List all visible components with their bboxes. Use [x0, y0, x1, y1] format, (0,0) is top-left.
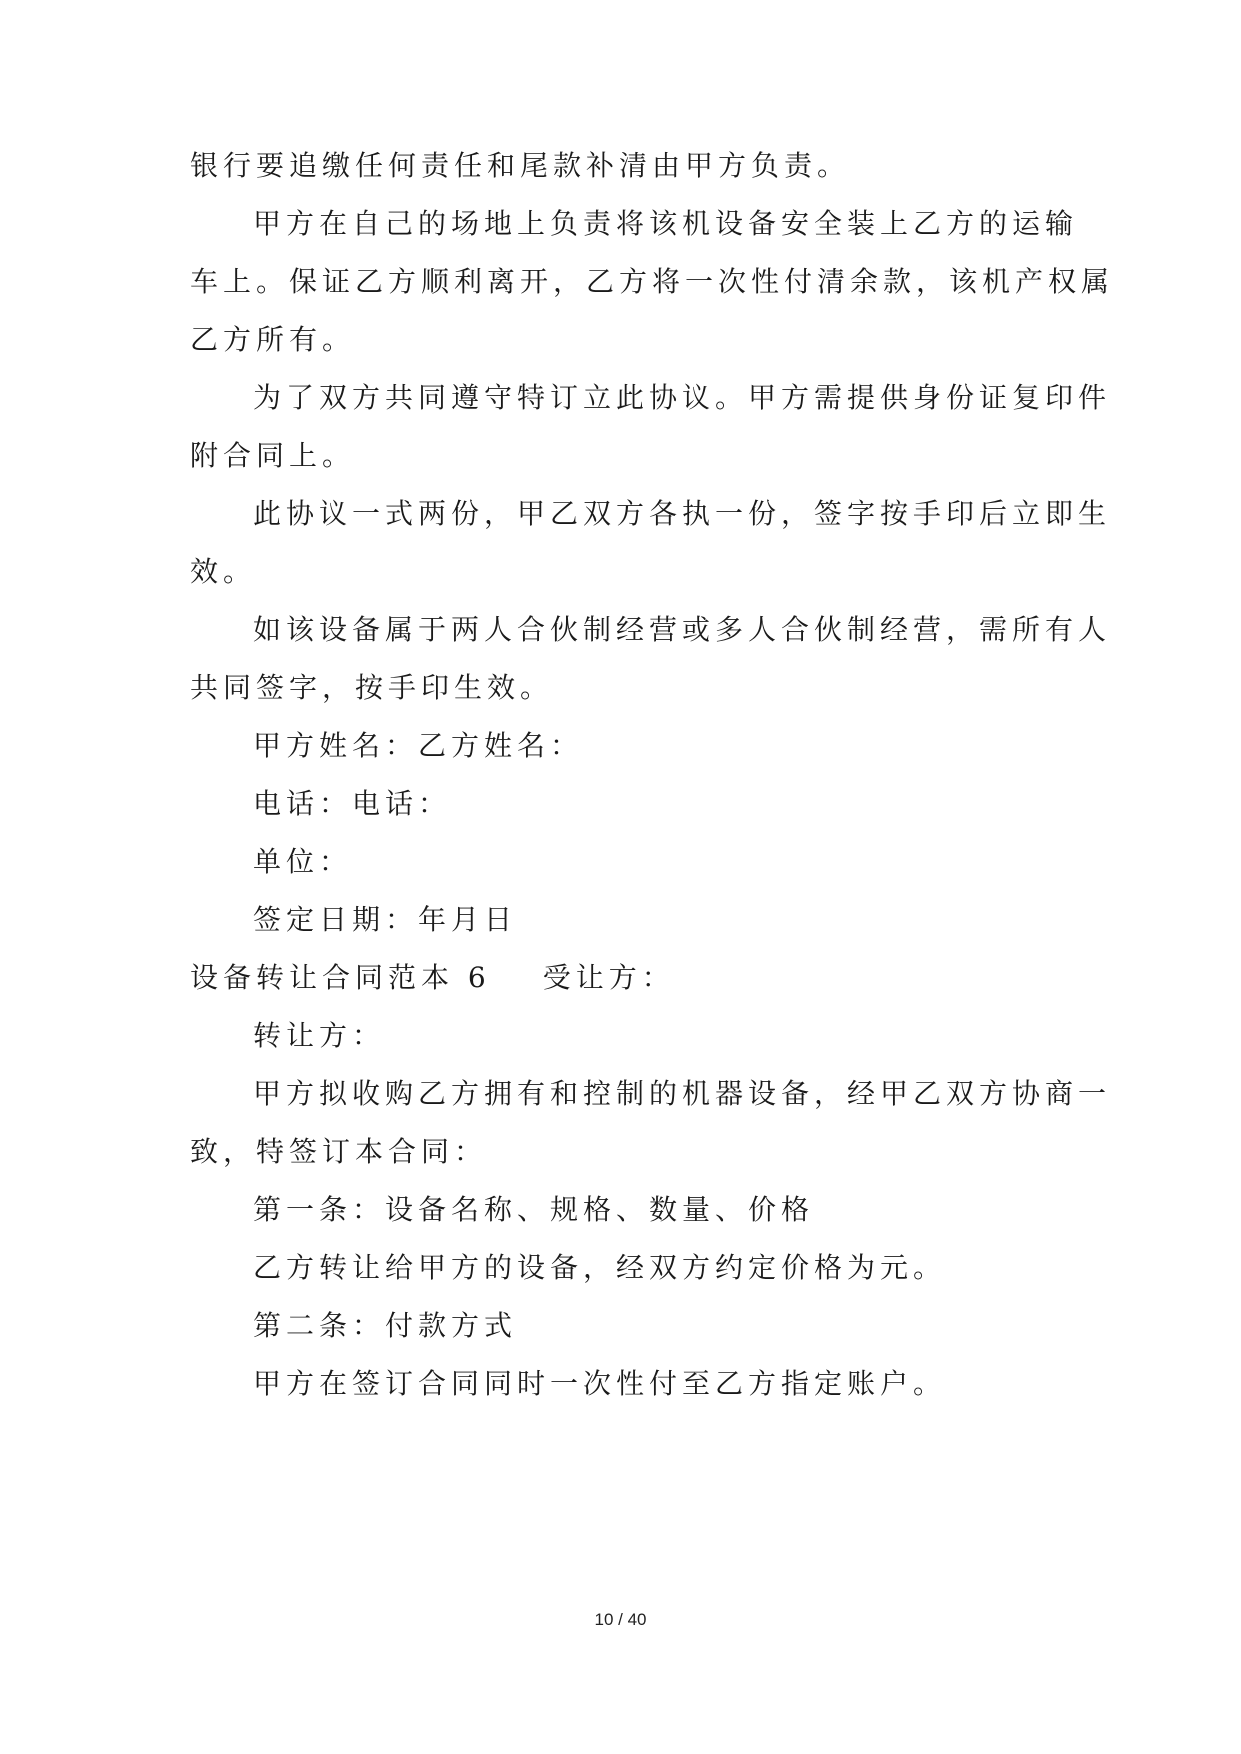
section-heading	[190, 960, 675, 996]
paragraph-line: 共同签字，按手印生效。	[190, 671, 554, 704]
signature-date-line: 签定日期：年月日	[253, 903, 518, 936]
paragraph-line: 乙方转让给甲方的设备，经双方约定价格为元。	[253, 1251, 947, 1284]
signature-phone-line: 电话：电话：	[253, 787, 452, 820]
paragraph-line: 乙方所有。	[190, 323, 356, 356]
paragraph-line: 甲方在自己的场地上负责将该机设备安全装上乙方的运输	[253, 207, 1079, 240]
signature-names-line: 甲方姓名：乙方姓名：	[253, 729, 584, 762]
paragraph-line: 致，特签订本合同：	[190, 1135, 488, 1168]
signature-unit-line: 单位：	[253, 845, 353, 878]
clause-heading: 第二条：付款方式	[253, 1309, 518, 1342]
paragraph-line: 车上。保证乙方顺利离开，乙方将一次性付清余款，该机产权属	[190, 265, 1115, 298]
paragraph-line: 银行要追缴任何责任和尾款补清由甲方负责。	[190, 149, 851, 182]
paragraph-line: 此协议一式两份，甲乙双方各执一份，签字按手印后立即生	[253, 497, 1112, 530]
paragraph-line: 效。	[190, 555, 257, 588]
page-number: 10 / 40	[594, 1610, 647, 1629]
section-title: 设备转让合同范本 6	[190, 961, 491, 994]
paragraph-line: 为了双方共同遵守特订立此协议。甲方需提供身份证复印件	[253, 381, 1112, 414]
paragraph-line: 如该设备属于两人合伙制经营或多人合伙制经营，需所有人	[253, 613, 1112, 646]
paragraph-line: 甲方在签订合同同时一次性付至乙方指定账户。	[253, 1367, 947, 1400]
paragraph-line: 附合同上。	[190, 439, 356, 472]
section-party-label: 受让方：	[542, 961, 675, 994]
clause-heading: 第一条：设备名称、规格、数量、价格	[253, 1193, 815, 1226]
paragraph-line: 甲方拟收购乙方拥有和控制的机器设备，经甲乙双方协商一	[253, 1077, 1112, 1110]
paragraph-line: 转让方：	[253, 1019, 386, 1052]
